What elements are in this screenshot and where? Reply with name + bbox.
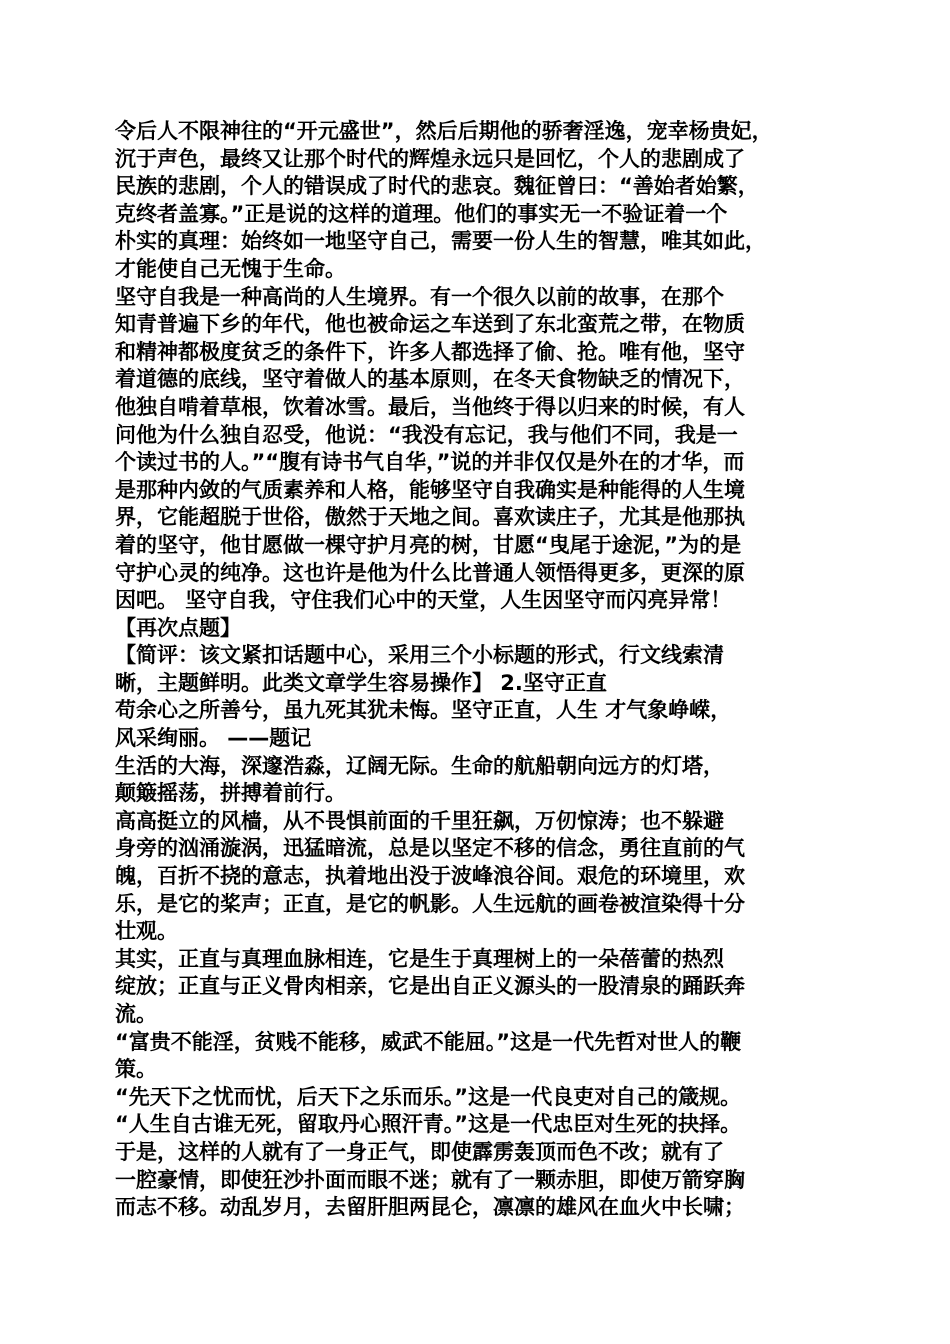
text-line: 才能使自己无愧于生命。 bbox=[115, 256, 346, 281]
text-line: 坚守自我是一种高尚的人生境界。有一个很久以前的故事，在那个 bbox=[115, 284, 724, 309]
text-line: 绽放；正直与正义骨肉相亲，它是出自正义源头的一股清泉的踊跃奔 bbox=[115, 974, 745, 999]
document-body bbox=[115, 118, 845, 1222]
text-line: 于是，这样的人就有了一身正气，即使霹雳轰顶而色不改；就有了 bbox=[115, 1139, 724, 1164]
text-line: 克终者盖寡。”正是说的这样的道理。他们的事实无一不验证着一个 bbox=[115, 201, 728, 226]
text-line: 一腔豪情，即使狂沙扑面而眼不迷；就有了一颗赤胆，即使万箭穿胸 bbox=[115, 1167, 745, 1192]
text-line: 因吧。 坚守自我，守住我们心中的天堂，人生因坚守而闪亮异常！ bbox=[115, 588, 732, 613]
text-line: 着道德的底线，坚守着做人的基本原则，在冬天食物缺乏的情况下， bbox=[115, 367, 745, 392]
text-line: “先天下之忧而忧，后天下之乐而乐。”这是一代良吏对自己的箴规。 bbox=[115, 1084, 742, 1109]
epigraph-line: 苟余心之所善兮，虽九死其犹未悔。坚守正直，人生 才气象峥嵘， bbox=[115, 698, 732, 723]
text-line: 策。 bbox=[115, 1057, 157, 1082]
text-line: 着的坚守，他甘愿做一棵守护月亮的树，甘愿“曳尾于途泥，”为的是 bbox=[115, 532, 742, 557]
text-line: 高高挺立的风樯，从不畏惧前面的千里狂飙，万仞惊涛；也不躲避 bbox=[115, 808, 724, 833]
review-text: 【简评：该文紧扣话题中心，采用三个小标题的形式，行文线索清 bbox=[115, 643, 724, 668]
text-line: 朴实的真理：始终如一地坚守自己，需要一份人生的智慧，唯其如此， bbox=[115, 229, 766, 254]
text-line: 颠簸摇荡，拼搏着前行。 bbox=[115, 781, 346, 806]
text-line: “富贵不能淫，贫贱不能移，威武不能屈。”这是一代先哲对世人的鞭 bbox=[115, 1029, 742, 1054]
text-line: 界，它能超脱于世俗，傲然于天地之间。喜欢读庄子，尤其是他那执 bbox=[115, 505, 745, 530]
text-line: 流。 bbox=[115, 1002, 157, 1026]
section-note: 【再次点题】 bbox=[115, 615, 241, 640]
epigraph-line: 风采绚丽。 ——题记 bbox=[115, 726, 312, 751]
review-text: 晰，主题鲜明。此类文章学生容易操作】 2.坚守正直 bbox=[115, 670, 607, 695]
text-line: 是那种内敛的气质素养和人格，能够坚守自我确实是种能得的人生境 bbox=[115, 477, 745, 502]
text-line: 民族的悲剧，个人的错误成了时代的悲哀。魏征曾曰：“善始者始繁， bbox=[115, 174, 759, 199]
text-line: 而志不移。动乱岁月，去留肝胆两昆仑，凛凛的雄风在血火中长啸； bbox=[115, 1195, 745, 1220]
text-line: 问他为什么独自忍受，他说：“我没有忘记，我与他们不同，我是一 bbox=[115, 422, 738, 447]
text-line: 魄，百折不挠的意志，执着地出没于波峰浪谷间。艰危的环境里，欢 bbox=[115, 864, 745, 889]
text-line: 身旁的汹涌漩涡，迅猛暗流，总是以坚定不移的信念，勇往直前的气 bbox=[115, 836, 745, 861]
text-line: 壮观。 bbox=[115, 919, 178, 944]
text-line: 沉于声色，最终又让那个时代的辉煌永远只是回忆，个人的悲剧成了 bbox=[115, 146, 745, 171]
text-line: 个读过书的人。”“腹有诗书气自华，”说的并非仅仅是外在的才华，而 bbox=[115, 450, 745, 475]
text-line: 令后人不限神往的“开元盛世”，然后后期他的骄奢淫逸，宠幸杨贵妃， bbox=[115, 119, 773, 143]
text-line: 知青普遍下乡的年代，他也被命运之车送到了东北蛮荒之带，在物质 bbox=[115, 312, 745, 337]
text-line: 乐，是它的桨声；正直，是它的帆影。人生远航的画卷被渲染得十分 bbox=[115, 891, 745, 916]
text-line: “人生自古谁无死，留取丹心照汗青。”这是一代忠臣对生死的抉择。 bbox=[115, 1112, 742, 1137]
text-line: 守护心灵的纯净。这也许是他为什么比普通人领悟得更多，更深的原 bbox=[115, 560, 745, 585]
text-line: 他独自啃着草根，饮着冰雪。最后，当他终于得以归来的时候，有人 bbox=[115, 394, 745, 419]
text-line: 其实，正直与真理血脉相连，它是生于真理树上的一朵蓓蕾的热烈 bbox=[115, 946, 724, 971]
text-line: 和精神都极度贫乏的条件下，许多人都选择了偷、抢。唯有他，坚守 bbox=[115, 339, 745, 364]
text-line: 生活的大海，深邃浩淼，辽阔无际。生命的航船朝向远方的灯塔， bbox=[115, 753, 724, 778]
